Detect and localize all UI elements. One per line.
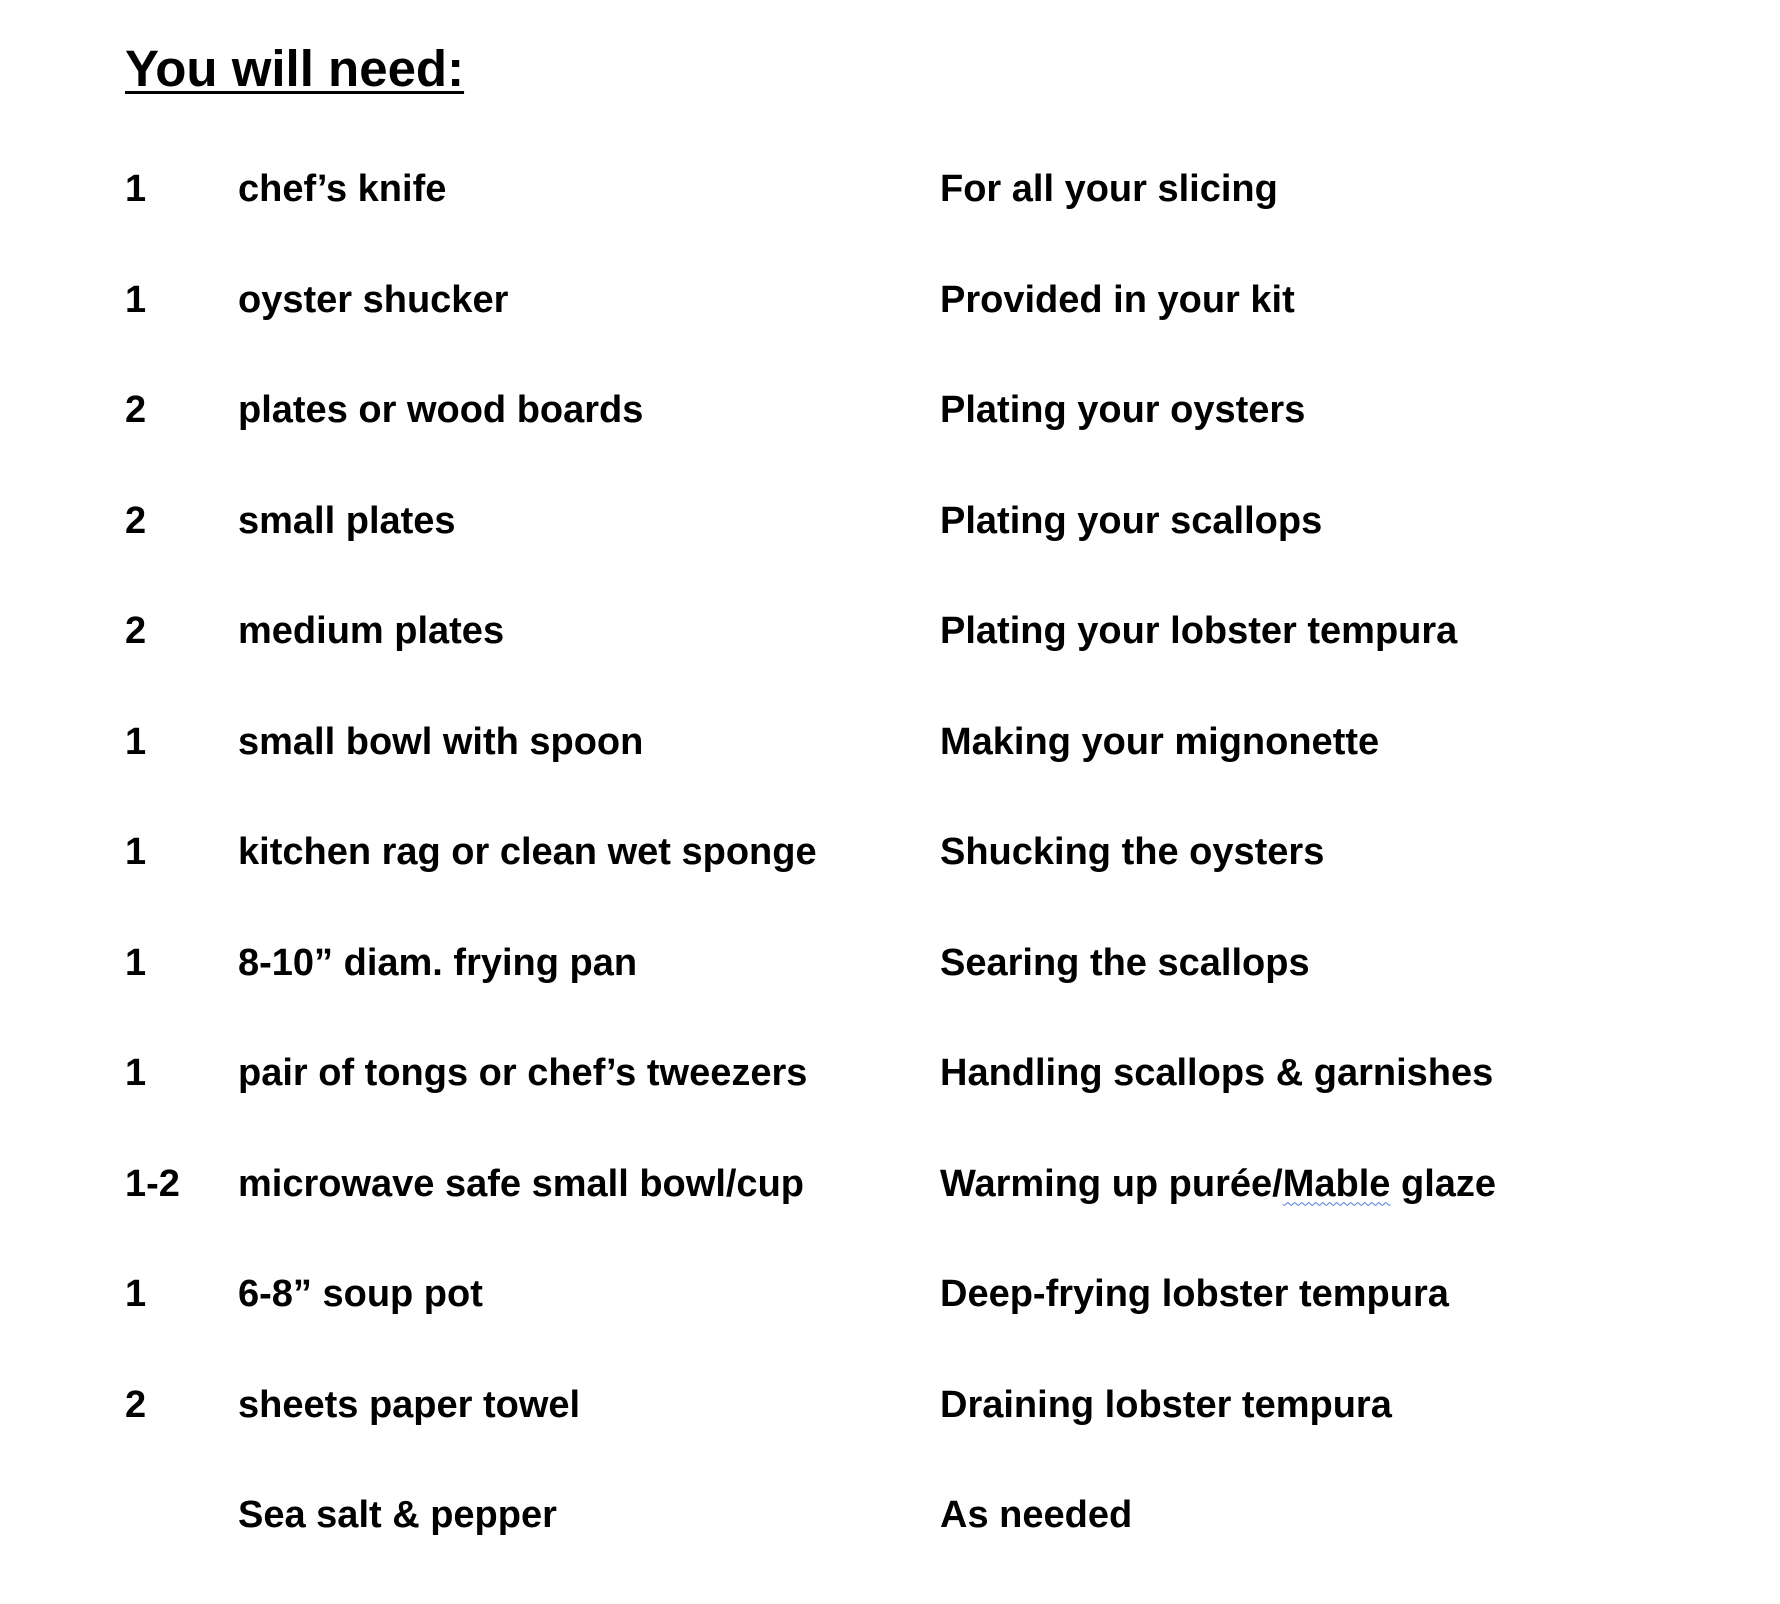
item-name: 6-8” soup pot [238, 1273, 483, 1315]
item-quantity: 1 [125, 278, 147, 321]
item-purpose: Shucking the oysters [940, 831, 1325, 873]
equipment-list [0, 167, 1780, 1604]
item-name: small bowl with spoon [238, 720, 644, 763]
item-quantity: 1 [125, 168, 147, 210]
item-name: Sea salt & pepper [238, 1494, 557, 1536]
spellcheck-flagged-word: Mable [1282, 1162, 1391, 1205]
item-purpose: Plating your scallops [940, 499, 1323, 542]
item-purpose: Searing the scallops [940, 941, 1310, 984]
item-quantity: 1 [125, 941, 147, 984]
item-quantity: 2 [125, 1383, 147, 1426]
list-item [0, 720, 1780, 831]
item-quantity: 2 [125, 499, 147, 542]
item-purpose: Plating your oysters [940, 389, 1306, 431]
item-name: pair of tongs or chef’s tweezers [238, 1052, 808, 1094]
item-purpose: Handling scallops & garnishes [940, 1052, 1494, 1094]
item-purpose: Making your mignonette [940, 720, 1380, 763]
item-name: sheets paper towel [238, 1383, 581, 1426]
item-name: plates or wood boards [238, 389, 644, 431]
item-name: kitchen rag or clean wet sponge [238, 831, 817, 873]
item-purpose: Plating your lobster tempura [940, 610, 1458, 652]
item-name: microwave safe small bowl/cup [238, 1162, 804, 1205]
list-item [0, 609, 1780, 720]
item-quantity: 1 [125, 831, 147, 873]
list-item [0, 167, 1780, 278]
list-item [0, 388, 1780, 499]
list-item [0, 1272, 1780, 1383]
item-purpose: Provided in your kit [940, 278, 1295, 321]
item-name: oyster shucker [238, 278, 509, 321]
item-purpose: For all your slicing [940, 168, 1278, 210]
item-quantity: 1 [125, 1052, 147, 1094]
item-name: medium plates [238, 610, 505, 652]
item-quantity: 1 [125, 720, 147, 763]
item-purpose: Deep-frying lobster tempura [940, 1273, 1449, 1315]
item-purpose: As needed [940, 1494, 1133, 1536]
item-quantity: 2 [125, 610, 147, 652]
item-quantity: 2 [125, 389, 147, 431]
list-item [0, 1162, 1780, 1273]
item-name: 8-10” diam. frying pan [238, 941, 638, 984]
item-quantity: 1 [125, 1273, 147, 1315]
purpose-text-after: glaze [1390, 1162, 1497, 1205]
list-item [0, 1383, 1780, 1494]
item-name: small plates [238, 499, 456, 542]
purpose-text-before: Warming up purée/ [940, 1162, 1283, 1205]
item-purpose [940, 1162, 1496, 1208]
list-item [0, 1051, 1780, 1162]
item-purpose: Draining lobster tempura [940, 1383, 1392, 1426]
list-item [0, 941, 1780, 1052]
list-item [0, 830, 1780, 941]
list-item [0, 278, 1780, 389]
list-item [0, 499, 1780, 610]
page-title: You will need: [125, 40, 465, 97]
list-item [0, 1493, 1780, 1604]
item-name: chef’s knife [238, 168, 447, 210]
item-quantity: 1-2 [125, 1162, 180, 1205]
